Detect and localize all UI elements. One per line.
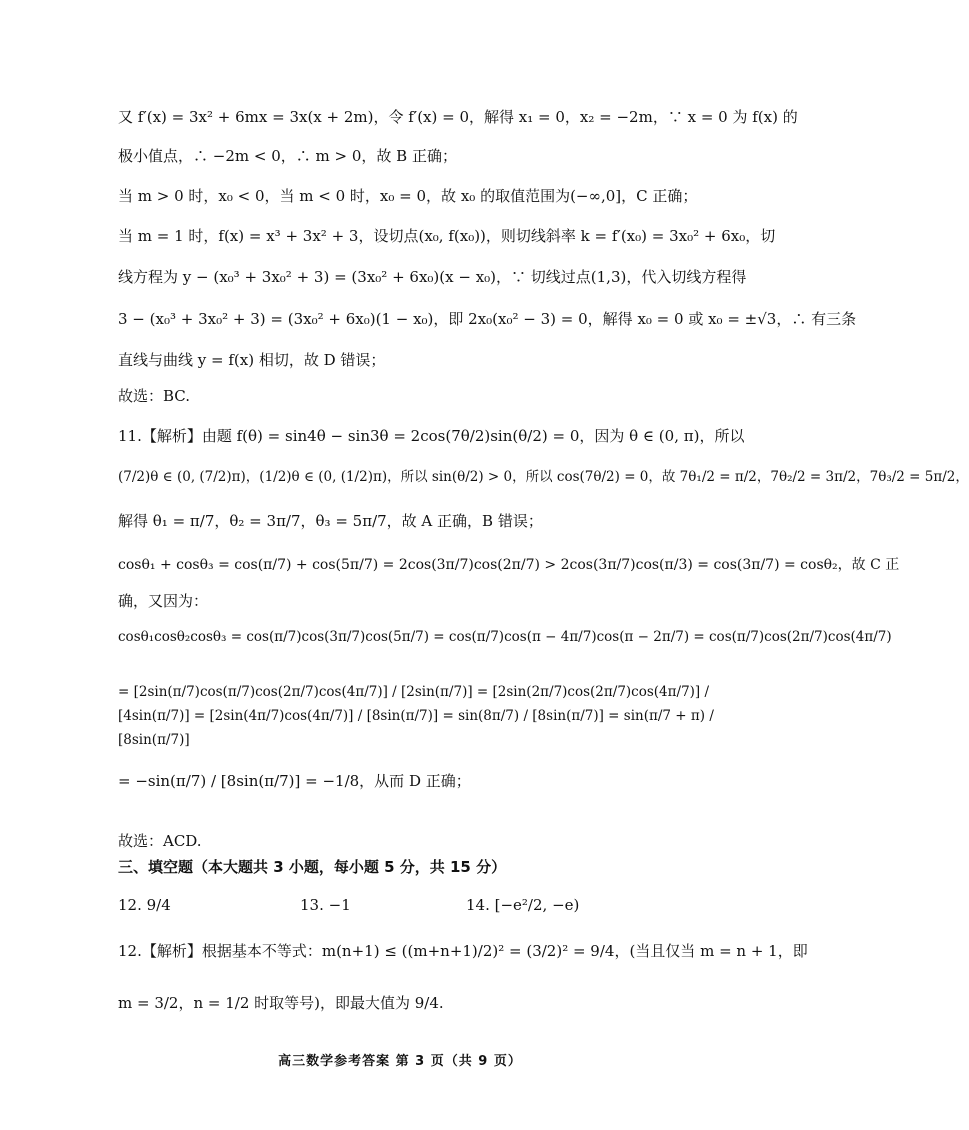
q12-line-1: 12.【解析】根据基本不等式：m(n+1) ≤ ((m+n+1)/2)² = (3/2)² = 9/4，(当且仅当 m = n + 1，即	[118, 942, 808, 960]
answer-12: 12. 9/4	[118, 896, 171, 914]
q10-line-3: 当 m > 0 时，x₀ < 0，当 m < 0 时，x₀ = 0，故 x₀ 的取值范围为(−∞,0]，C 正确；	[118, 187, 698, 205]
q10-line-6: 3 − (x₀³ + 3x₀² + 3) = (3x₀² + 6x₀)(1 − x₀)，即 2x₀(x₀² − 3) = 0，解得 x₀ = 0 或 x₀ = ±√3，∴ 有三条	[118, 310, 857, 328]
q12-line-2: m = 3/2，n = 1/2 时取等号)，即最大值为 9/4.	[118, 994, 444, 1012]
q10-line-7: 直线与曲线 y = f(x) 相切，故 D 错误；	[118, 351, 386, 369]
q11-line-7: = [2sin(π/7)cos(π/7)cos(2π/7)cos(4π/7)] / [2sin(π/7)] = [2sin(2π/7)cos(2π/7)cos(4π/7)] / [4sin(π/7)] = [2sin(4π/7)cos(4π/7)] / [8sin(π/7)] = sin(8π/7) / [8sin(π/7)] = sin(π/7 + π) / [8sin(π/7)]	[118, 684, 714, 748]
answer-13: 13. −1	[300, 896, 351, 914]
q10-line-4: 当 m = 1 时，f(x) = x³ + 3x² + 3，设切点(x₀, f(x₀))，则切线斜率 k = f′(x₀) = 3x₀² + 6x₀，切	[118, 227, 776, 245]
q11-choice: 故选：ACD.	[118, 832, 202, 850]
q10-line-2: 极小值点，∴ −2m < 0，∴ m > 0，故 B 正确；	[118, 147, 457, 165]
q10-line-5: 线方程为 y − (x₀³ + 3x₀² + 3) = (3x₀² + 6x₀)(x − x₀)，∵ 切线过点(1,3)，代入切线方程得	[118, 268, 747, 286]
q11-line-4: cosθ₁ + cosθ₃ = cos(π/7) + cos(5π/7) = 2cos(3π/7)cos(2π/7) > 2cos(3π/7)cos(π/3) = cos(3π/7) = cosθ₂，故 C 正	[118, 557, 900, 573]
q10-choice: 故选：BC.	[118, 387, 191, 405]
q11-line-1: 11.【解析】由题 f(θ) = sin4θ − sin3θ = 2cos(7θ/2)sin(θ/2) = 0，因为 θ ∈ (0, π)，所以	[118, 427, 745, 445]
q11-line-2: (7/2)θ ∈ (0, (7/2)π)，(1/2)θ ∈ (0, (1/2)π)，所以 sin(θ/2) > 0，所以 cos(7θ/2) = 0，故 7θ₁/2 = π/2，7θ₂/2 = 3π/2，7θ₃/2 = 5π/2，	[118, 469, 969, 485]
q11-line-8: = −sin(π/7) / [8sin(π/7)] = −1/8，从而 D 正确；	[118, 772, 471, 790]
q11-line-3: 解得 θ₁ = π/7，θ₂ = 3π/7，θ₃ = 5π/7，故 A 正确，B 错误；	[118, 512, 543, 530]
section-3-title: 三、填空题（本大题共 3 小题，每小题 5 分，共 15 分）	[118, 858, 507, 876]
q11-line-5: 确，又因为：	[118, 592, 209, 610]
answer-14: 14. [−e²/2, −e)	[466, 896, 580, 914]
q11-line-6: cosθ₁cosθ₂cosθ₃ = cos(π/7)cos(3π/7)cos(5π/7) = cos(π/7)cos(π − 4π/7)cos(π − 2π/7) = cos(π/7)cos(2π/7)cos(4π/7)	[118, 629, 892, 645]
q10-line-1: 又 f′(x) = 3x² + 6mx = 3x(x + 2m)，令 f′(x) = 0，解得 x₁ = 0，x₂ = −2m，∵ x = 0 为 f(x) 的	[118, 108, 798, 126]
page-footer: 高三数学参考答案 第 3 页（共 9 页）	[278, 1054, 522, 1069]
